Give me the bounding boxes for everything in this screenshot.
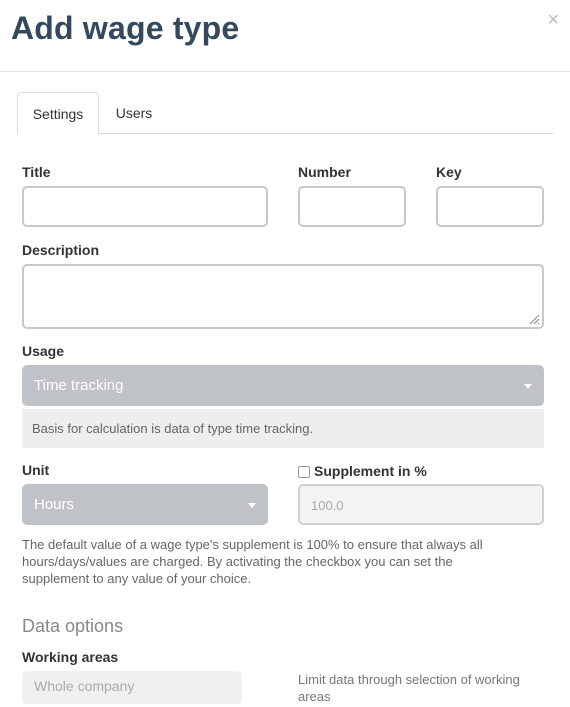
tab-settings[interactable]: Settings xyxy=(17,92,99,135)
unit-label: Unit xyxy=(22,462,50,478)
tab-users[interactable]: Users xyxy=(115,105,153,121)
data-options-heading: Data options xyxy=(22,616,124,636)
tab-bar xyxy=(17,92,554,134)
supplement-help-text: The default value of a wage type's supplement is 100% to ensure that always all hours/days/values are charged. By activating the checkbox you can set the supplement to any value of your choice. xyxy=(22,537,483,586)
key-field[interactable] xyxy=(436,186,544,227)
unit-select-value: Hours xyxy=(34,496,75,513)
close-icon[interactable]: × xyxy=(547,9,559,31)
number-field[interactable] xyxy=(298,186,406,227)
modal-title: Add wage type xyxy=(11,10,240,46)
usage-select[interactable] xyxy=(22,365,544,406)
working-areas-label: Working areas xyxy=(22,649,119,665)
resize-grip-icon[interactable] xyxy=(528,313,540,325)
chevron-down-icon xyxy=(248,503,256,508)
description-label: Description xyxy=(22,242,100,258)
supplement-checkbox[interactable] xyxy=(298,466,310,478)
supplement-field: 100.0 xyxy=(298,484,544,525)
supplement-label: Supplement in % xyxy=(314,463,427,479)
unit-select[interactable] xyxy=(22,484,268,525)
description-field[interactable] xyxy=(22,264,544,329)
modal-header xyxy=(0,0,570,72)
usage-label: Usage xyxy=(22,343,65,359)
usage-select-value: Time tracking xyxy=(34,377,124,394)
title-label: Title xyxy=(22,164,51,180)
working-areas-note: Limit data through selection of working areas xyxy=(298,672,520,704)
usage-hint: Basis for calculation is data of type time tracking. xyxy=(22,409,544,448)
chevron-down-icon xyxy=(524,384,532,389)
working-areas-select[interactable]: Whole company xyxy=(22,671,242,704)
key-label: Key xyxy=(436,164,462,180)
number-label: Number xyxy=(298,164,351,180)
title-field[interactable] xyxy=(22,186,268,227)
